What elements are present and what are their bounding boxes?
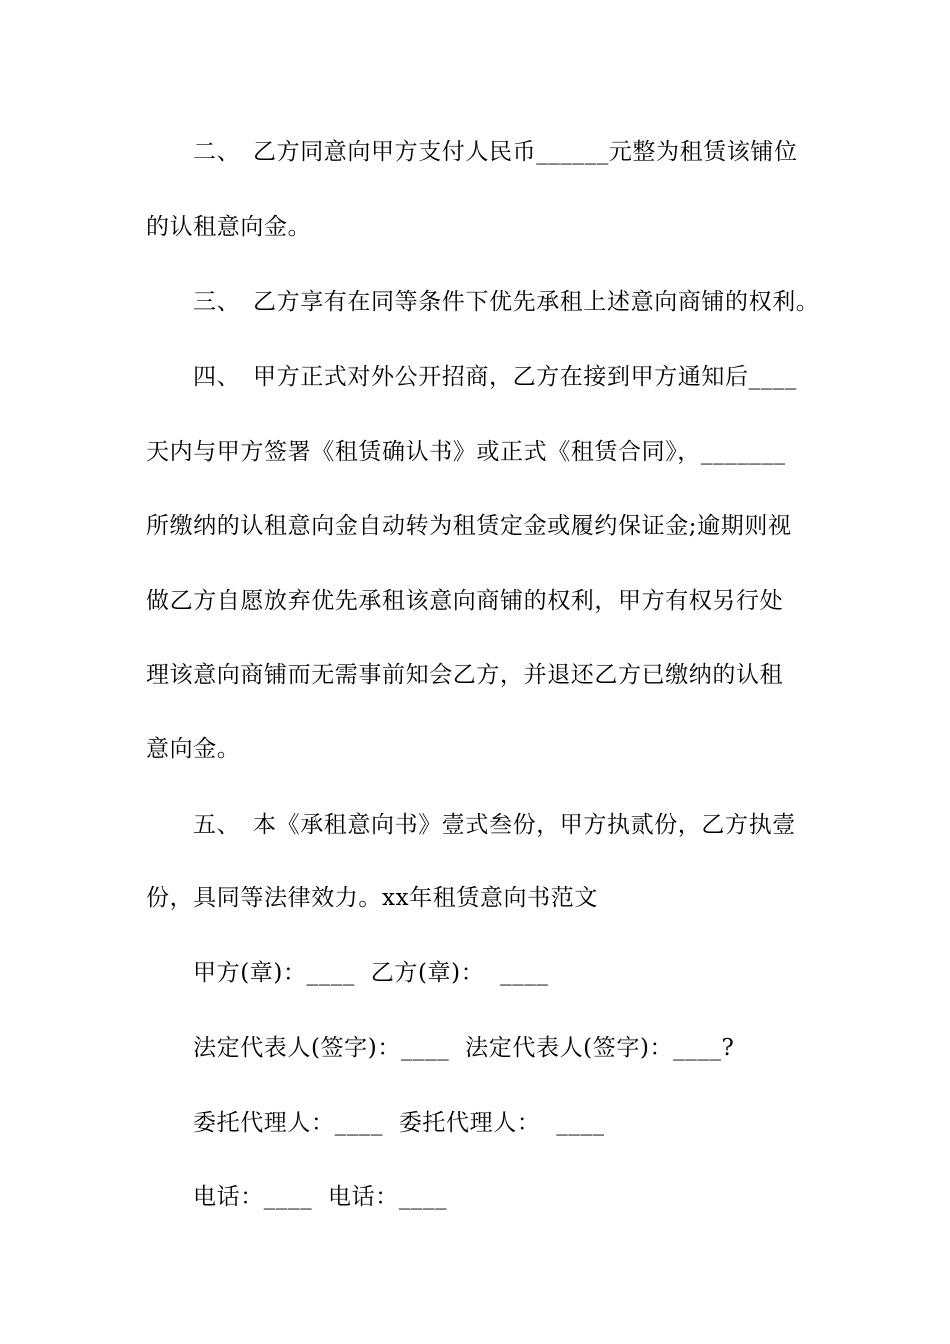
clause-2-text-1: 乙方同意向甲方支付人民币______元整为租赁该铺位 (253, 139, 798, 165)
signature-agent-line: 委托代理人：____ 委托代理人： ____ (193, 1110, 605, 1136)
clause-2-line-2: 的认租意向金。 (146, 214, 312, 240)
clause-5-line-1 (193, 805, 873, 845)
clause-5-line-2: 份，具同等法律效力。xx年租赁意向书范文 (146, 885, 598, 911)
signature-seal-line: 甲方(章)：____ 乙方(章)： ____ (193, 960, 549, 986)
clause-3-line-1 (193, 282, 873, 322)
clause-2-number: 二、 (193, 139, 241, 165)
clause-3-number: 三、 (193, 289, 241, 315)
clause-4-number: 四、 (193, 364, 241, 390)
clause-5-text-1: 本《承租意向书》壹式叁份，甲方执贰份，乙方执壹 (253, 812, 796, 838)
clause-4-text-1: 甲方正式对外公开招商，乙方在接到甲方通知后____ (253, 364, 797, 390)
clause-4-line-2: 天内与甲方签署《租赁确认书》或正式《租赁合同》，_______ (146, 439, 786, 465)
clause-4-line-1 (193, 357, 873, 397)
clause-2-line-1 (193, 132, 873, 172)
clause-4-line-6: 意向金。 (146, 736, 241, 762)
clause-5-number: 五、 (193, 812, 241, 838)
clause-4-line-3: 所缴纳的认租意向金自动转为租赁定金或履约保证金;逾期则视 (146, 513, 792, 539)
clause-3-text-1: 乙方享有在同等条件下优先承租上述意向商铺的权利。 (253, 289, 820, 315)
clause-4-line-4: 做乙方自愿放弃优先承租该意向商铺的权利，甲方有权另行处 (146, 588, 784, 614)
clause-4-line-5: 理该意向商铺而无需事前知会乙方，并退还乙方已缴纳的认租 (146, 662, 784, 688)
signature-representative-line: 法定代表人(签字)：____ 法定代表人(签字)：____? (193, 1035, 735, 1061)
signature-phone-line: 电话：____ 电话：____ (193, 1184, 448, 1210)
